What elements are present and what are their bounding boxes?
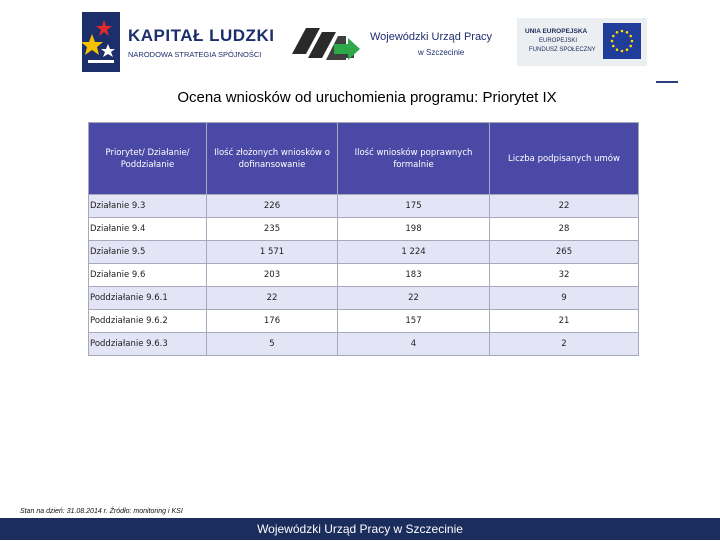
signed-contracts-count: 22 (490, 195, 639, 218)
formally-correct-count: 175 (338, 195, 490, 218)
table-row (89, 218, 639, 241)
signed-contracts-count: 32 (490, 264, 639, 287)
column-header-signed-contracts: Liczba podpisanych umów (490, 123, 639, 195)
source-note: Stan na dzień: 31.08.2014 r. Źródło: monitoring i KSI (20, 508, 183, 515)
formally-correct-count: 1 224 (338, 241, 490, 264)
table-header-row (89, 123, 639, 195)
signed-contracts-count: 265 (490, 241, 639, 264)
formally-correct-count: 22 (338, 287, 490, 310)
footer-text: Wojewódzki Urząd Pracy w Szczecinie (257, 522, 463, 536)
formally-correct-count: 157 (338, 310, 490, 333)
row-label: Poddziałanie 9.6.2 (89, 310, 207, 333)
column-header-formally-correct: Ilość wniosków poprawnych formalnie (338, 123, 490, 195)
kapital-ludzki-logo (82, 12, 275, 74)
signed-contracts-count: 9 (490, 287, 639, 310)
wup-logo (290, 22, 500, 72)
eu-line2: EUROPEJSKI (539, 38, 578, 44)
page-title: Ocena wniosków od uruchomienia programu: Priorytet IX (177, 89, 557, 106)
formally-correct-count: 4 (338, 333, 490, 356)
row-label: Poddziałanie 9.6.3 (89, 333, 207, 356)
submitted-count: 5 (207, 333, 338, 356)
row-label: Poddziałanie 9.6.1 (89, 287, 207, 310)
wup-title: Wojewódzki Urząd Pracy (370, 31, 493, 43)
submitted-count: 176 (207, 310, 338, 333)
header (0, 0, 720, 82)
eu-line1: UNIA EUROPEJSKA (525, 28, 588, 35)
eu-line3: FUNDUSZ SPOŁECZNY (529, 47, 596, 53)
row-label: Działanie 9.4 (89, 218, 207, 241)
signed-contracts-count: 21 (490, 310, 639, 333)
row-label: Działanie 9.3 (89, 195, 207, 218)
eu-logo (517, 18, 647, 66)
formally-correct-count: 183 (338, 264, 490, 287)
kapital-ludzki-star-icon (82, 12, 124, 72)
signed-contracts-count: 2 (490, 333, 639, 356)
formally-correct-count: 198 (338, 218, 490, 241)
column-header-submitted: Ilość złożonych wniosków o dofinansowanie (207, 123, 338, 195)
table-row (89, 195, 639, 218)
header-divider (656, 81, 678, 83)
submitted-count: 22 (207, 287, 338, 310)
submitted-count: 1 571 (207, 241, 338, 264)
submitted-count: 203 (207, 264, 338, 287)
kapital-ludzki-title: KAPITAŁ LUDZKI (128, 26, 275, 45)
table-row (89, 287, 639, 310)
eu-flag-icon (603, 23, 641, 59)
column-header-measure: Priorytet/ Działanie/ Poddziałanie (89, 123, 207, 195)
applications-table (88, 122, 639, 356)
wup-emblem-icon (290, 22, 360, 66)
table-row (89, 333, 639, 356)
submitted-count: 226 (207, 195, 338, 218)
table-row (89, 264, 639, 287)
kapital-ludzki-subtitle: NARODOWA STRATEGIA SPÓJNOŚCI (128, 50, 262, 59)
table-row (89, 241, 639, 264)
row-label: Działanie 9.5 (89, 241, 207, 264)
footer-bar (0, 518, 720, 540)
signed-contracts-count: 28 (490, 218, 639, 241)
table-row (89, 310, 639, 333)
submitted-count: 235 (207, 218, 338, 241)
row-label: Działanie 9.6 (89, 264, 207, 287)
wup-subtitle: w Szczecinie (418, 48, 465, 57)
